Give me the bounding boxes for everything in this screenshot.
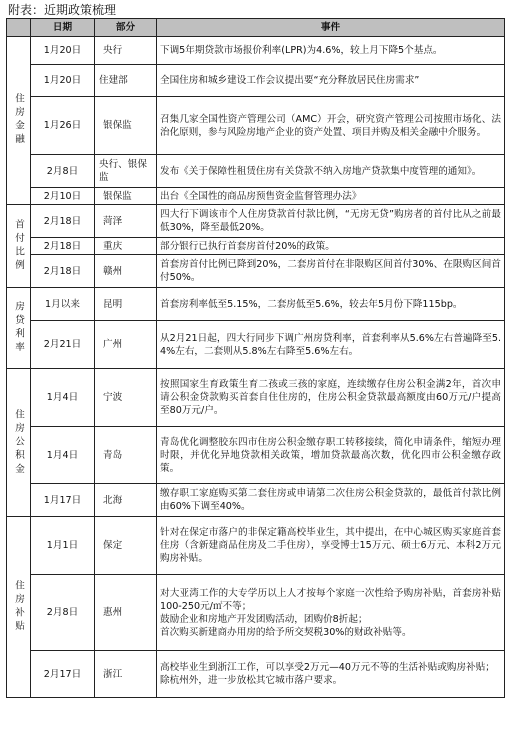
event-cell: 青岛优化调整胶东四市住房公积金缴存职工转移接续，简化申请条件，缩短办理时限，并优化异地贷款相关政策，增加贷款最高次数，优化四市公积金缴存政策。 xyxy=(157,427,505,484)
region-cell: 菏泽 xyxy=(95,205,157,238)
date-cell: 1月20日 xyxy=(31,65,95,97)
table-row xyxy=(7,369,505,427)
event-cell: 首套房首付比例已降到20%，二套房首付在非限购区间首付30%、在限购区间首付50%。 xyxy=(157,255,505,288)
policy-table xyxy=(6,18,505,698)
event-cell: 下调5年期贷款市场报价利率(LPR)为4.6%，较上月下降5个基点。 xyxy=(157,37,505,65)
event-cell: 四大行下调该市个人住房贷款首付款比例，“无房无贷”购房者的首付比从之前最低30%，降至最低20%。 xyxy=(157,205,505,238)
date-cell: 2月21日 xyxy=(31,321,95,369)
date-cell: 1月4日 xyxy=(31,369,95,427)
event-cell: 针对在保定市落户的非保定籍高校毕业生，其中提出，在中心城区购买家庭首套住房（含新建商品住房及二手住房），享受博士15万元、硕士6万元、本科2万元购房补贴。 xyxy=(157,517,505,575)
region-cell: 央行、银保监 xyxy=(95,155,157,188)
region-cell: 住建部 xyxy=(95,65,157,97)
date-cell: 2月18日 xyxy=(31,255,95,288)
event-cell: 部分银行已执行首套房首付20%的政策。 xyxy=(157,238,505,255)
table-row xyxy=(7,427,505,484)
header-row xyxy=(7,19,505,37)
event-cell: 首套房利率低至5.15%，二套房低至5.6%，较去年5月份下降115bp。 xyxy=(157,288,505,321)
region-cell: 央行 xyxy=(95,37,157,65)
table-row xyxy=(7,155,505,188)
date-cell: 1月26日 xyxy=(31,97,95,155)
date-cell: 2月8日 xyxy=(31,155,95,188)
region-cell: 重庆 xyxy=(95,238,157,255)
table-row xyxy=(7,65,505,97)
date-cell: 1月20日 xyxy=(31,37,95,65)
event-cell: 召集几家全国性资产管理公司（AMC）开会，研究资产管理公司按照市场化、法治化原则，参与风险房地产企业的资产处置、项目并购及相关金融中介服务。 xyxy=(157,97,505,155)
table-row xyxy=(7,37,505,65)
region-cell: 惠州 xyxy=(95,575,157,651)
region-cell: 北海 xyxy=(95,484,157,517)
table-row xyxy=(7,205,505,238)
category-housing-subsidy: 住房补贴 xyxy=(7,517,31,698)
date-cell: 2月18日 xyxy=(31,205,95,238)
date-cell: 2月18日 xyxy=(31,238,95,255)
header-category xyxy=(7,19,31,37)
date-cell: 2月10日 xyxy=(31,188,95,205)
region-cell: 赣州 xyxy=(95,255,157,288)
date-cell: 2月8日 xyxy=(31,575,95,651)
date-cell: 2月17日 xyxy=(31,651,95,698)
table-row xyxy=(7,321,505,369)
region-cell: 青岛 xyxy=(95,427,157,484)
date-cell: 1月4日 xyxy=(31,427,95,484)
header-date: 日期 xyxy=(31,19,95,37)
category-down-payment: 首付比例 xyxy=(7,205,31,288)
category-mortgage-rate: 房贷利率 xyxy=(7,288,31,369)
event-cell: 对大亚湾工作的大专学历以上人才按每个家庭一次性给予购房补贴，首套房补贴100-250元/㎡不等； 鼓励企业和房地产开发团购活动，团购价8折起； 首次购买新建商办用房的给予所交契税30%的财政补贴等。 xyxy=(157,575,505,651)
date-cell: 1月17日 xyxy=(31,484,95,517)
table-row xyxy=(7,288,505,321)
event-cell: 从2月21日起，四大行同步下调广州房贷利率，首套利率从5.6%左右普遍降至5.4%左右，二套则从5.8%左右降至5.6%左右。 xyxy=(157,321,505,369)
event-cell: 发布《关于保障性租赁住房有关贷款不纳入房地产贷款集中度管理的通知》。 xyxy=(157,155,505,188)
header-event: 事件 xyxy=(157,19,505,37)
region-cell: 浙江 xyxy=(95,651,157,698)
region-cell: 银保监 xyxy=(95,188,157,205)
region-cell: 保定 xyxy=(95,517,157,575)
table-row xyxy=(7,517,505,575)
table-caption: 附表：近期政策梳理 xyxy=(8,3,117,17)
table-row xyxy=(7,651,505,698)
event-cell: 缴存职工家庭购买第二套住房或申请第二次住房公积金贷款的，最低首付款比例由60%下调至40%。 xyxy=(157,484,505,517)
date-cell: 1月以来 xyxy=(31,288,95,321)
table-row xyxy=(7,238,505,255)
event-cell: 全国住房和城乡建设工作会议提出要“充分释放居民住房需求” xyxy=(157,65,505,97)
date-cell: 1月1日 xyxy=(31,517,95,575)
table-row xyxy=(7,575,505,651)
category-housing-finance: 住房金融 xyxy=(7,37,31,205)
region-cell: 广州 xyxy=(95,321,157,369)
category-housing-fund: 住房公积金 xyxy=(7,369,31,517)
event-cell: 高校毕业生到浙江工作，可以享受2万元—40万元不等的生活补贴或购房补贴； 除杭州外，进一步放松其它城市落户要求。 xyxy=(157,651,505,698)
region-cell: 宁波 xyxy=(95,369,157,427)
header-dept: 部分 xyxy=(95,19,157,37)
table-row xyxy=(7,188,505,205)
event-cell: 按照国家生育政策生育二孩或三孩的家庭，连续缴存住房公积金满2年，首次申请公积金贷款购买首套自住住房的，住房公积金贷款最高额度由60万元/户提高至80万元/户。 xyxy=(157,369,505,427)
event-cell: 出台《全国性的商品房预售资金监督管理办法》 xyxy=(157,188,505,205)
table-row xyxy=(7,255,505,288)
table-row xyxy=(7,484,505,517)
table-row xyxy=(7,97,505,155)
region-cell: 银保监 xyxy=(95,97,157,155)
region-cell: 昆明 xyxy=(95,288,157,321)
